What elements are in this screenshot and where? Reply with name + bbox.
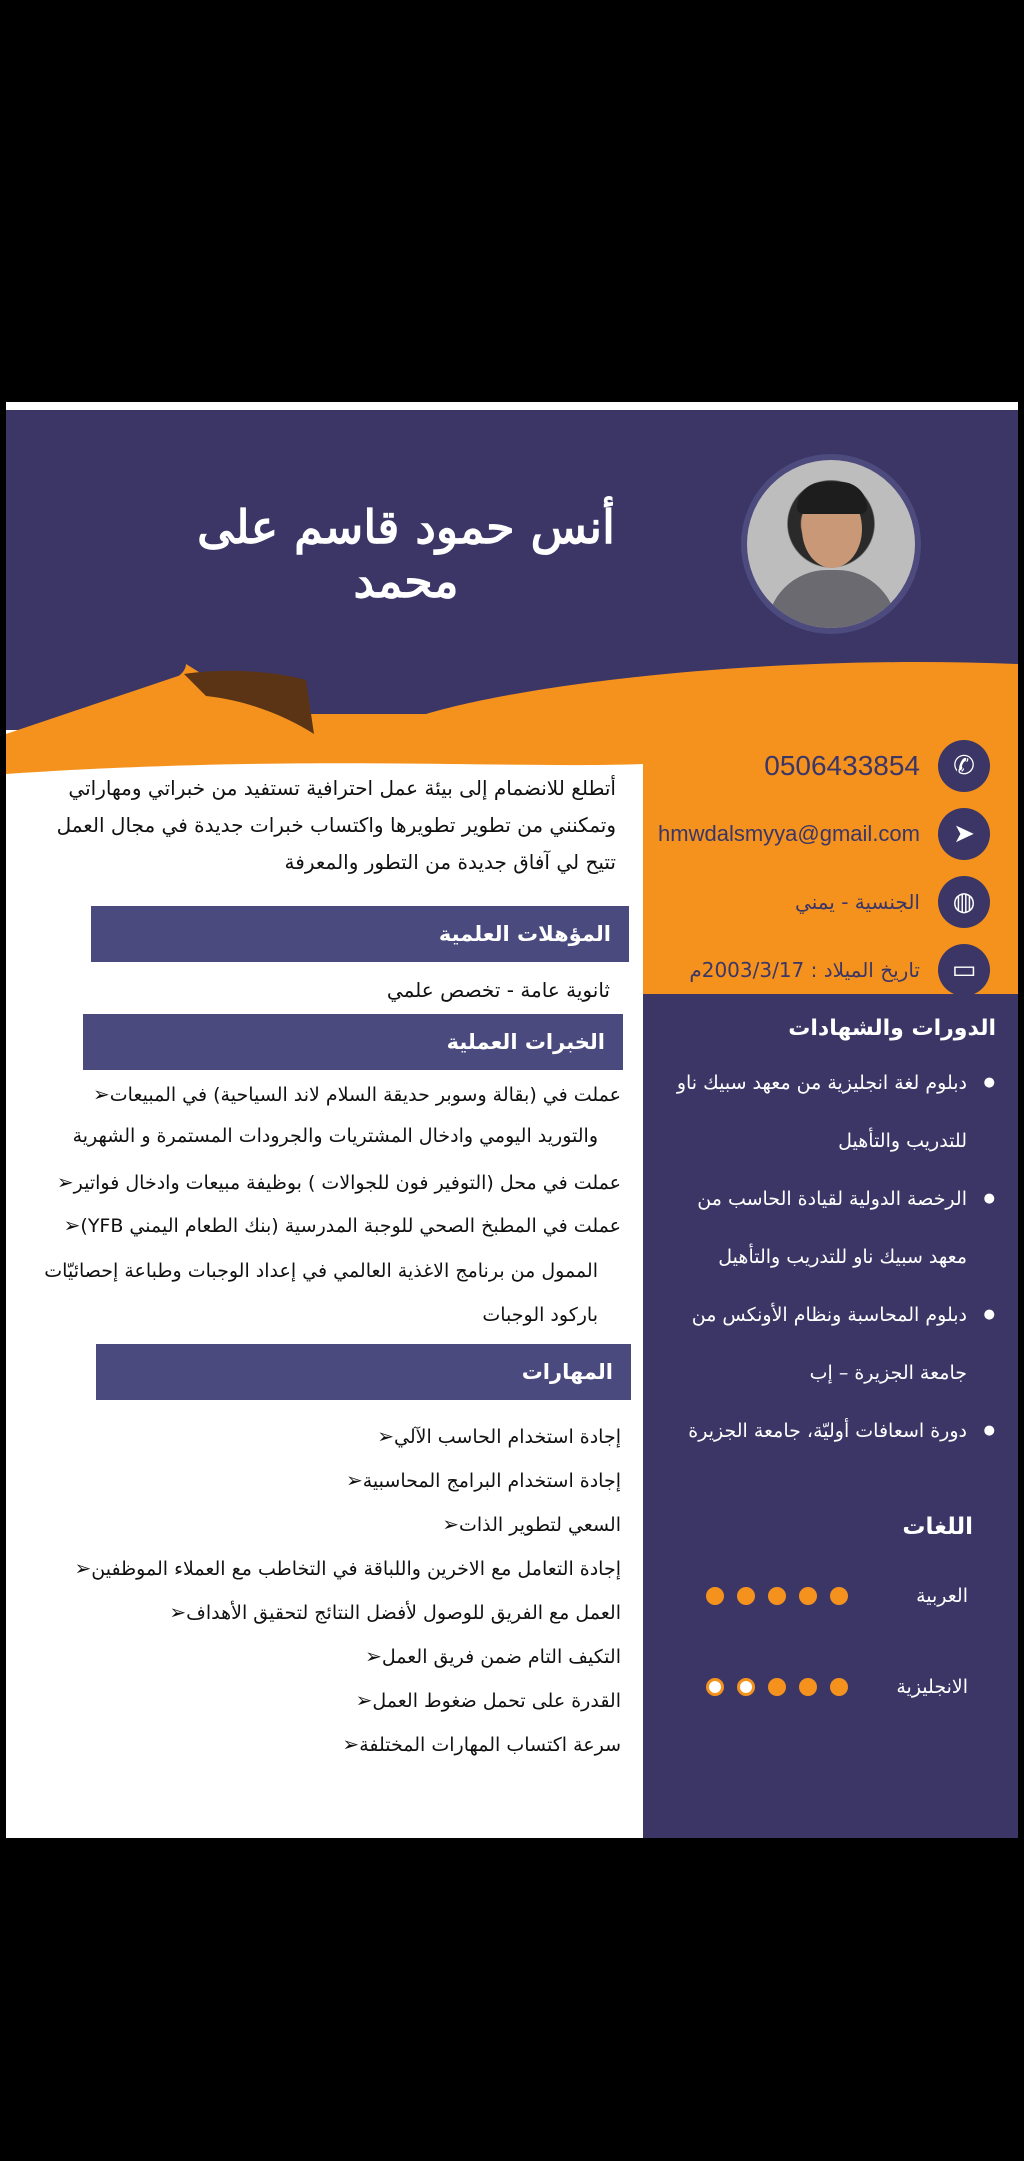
checkmark-icon: ➢	[63, 1213, 81, 1237]
courses-list	[656, 1054, 1011, 1460]
language-english	[706, 1676, 968, 1698]
experience-continuation: الممول من برنامج الاغذية العالمي في إعداد الوجبات وطباعة إحصائيّات	[44, 1260, 598, 1282]
level-dot	[799, 1587, 817, 1605]
language-name: العربية	[916, 1585, 968, 1607]
objective-line: تتيح لي آفاق جديدة من التطور والمعرفة	[284, 850, 616, 874]
skill-item: القدرة على تحمل ضغوط العمل➢	[355, 1688, 621, 1712]
skill-item: التكيف التام ضمن فريق العمل➢	[365, 1644, 621, 1668]
skill-item: إجادة التعامل مع الاخرين واللباقة في التخاطب مع العملاء الموظفين➢	[74, 1556, 621, 1580]
language-level	[706, 1587, 848, 1605]
level-dot	[737, 1587, 755, 1605]
checkmark-icon: ➢	[74, 1556, 92, 1580]
checkmark-icon: ➢	[442, 1512, 459, 1536]
skill-item: إجادة استخدام الحاسب الآلي➢	[377, 1424, 621, 1448]
checkmark-icon: ➢	[345, 1468, 363, 1492]
checkmark-icon: ➢	[93, 1082, 110, 1106]
level-dot	[706, 1678, 724, 1696]
skill-item: السعي لتطوير الذات➢	[442, 1512, 621, 1536]
qualification-item: ثانوية عامة - تخصص علمي	[386, 978, 610, 1002]
level-dot	[830, 1587, 848, 1605]
checkmark-icon: ➢	[169, 1600, 187, 1624]
phone-icon: ✆	[938, 740, 990, 792]
cv-page	[6, 404, 1018, 1838]
course-item: ● دبلوم لغة انجليزية من معهد سبيك ناو للتدريب والتأهيل	[656, 1054, 991, 1170]
nationality: الجنسية - يمني	[795, 890, 920, 914]
experience-continuation: باركود الوجبات	[482, 1304, 598, 1326]
language-level	[706, 1678, 848, 1696]
skills-heading: المهارات	[96, 1344, 631, 1400]
checkmark-icon: ➢	[56, 1170, 74, 1194]
send-icon: ➤	[938, 808, 990, 860]
course-item: ● دبلوم المحاسبة ونظام الأونكس من جامعة الجزيرة – إب	[656, 1286, 991, 1402]
level-dot	[830, 1678, 848, 1696]
objective-line: وتمكنني من تطوير تطويرها واكتساب خبرات جديدة في مجال العمل	[56, 813, 616, 837]
level-dot	[768, 1678, 786, 1696]
phone-row	[764, 738, 990, 794]
experience-item: عملت في (بقالة وسوبر حديقة السلام لاند السياحية) في المبيعات➢	[93, 1082, 621, 1106]
skill-item: العمل مع الفريق للوصول لأفضل النتائج لتحقيق الأهداف➢	[169, 1600, 621, 1624]
birthdate: تاريخ الميلاد : 2003/3/17م	[689, 958, 920, 982]
experience-item: عملت في المطبخ الصحي للوجبة المدرسية (بنك الطعام اليمني YFB)➢	[63, 1213, 621, 1237]
checkmark-icon: ➢	[365, 1644, 382, 1668]
email-row	[658, 806, 990, 862]
course-item: ● الرخصة الدولية لقيادة الحاسب من معهد سبيك ناو للتدريب والتأهيل	[656, 1170, 991, 1286]
checkmark-icon: ➢	[355, 1688, 373, 1712]
languages-heading: اللغات	[902, 1514, 973, 1540]
objective	[46, 770, 616, 881]
nationality-row	[795, 874, 990, 930]
email-address: hmwdalsmyya@gmail.com	[658, 821, 920, 846]
level-dot	[737, 1678, 755, 1696]
language-arabic	[706, 1585, 968, 1607]
level-dot	[799, 1678, 817, 1696]
level-dot	[706, 1587, 724, 1605]
candidate-name: أنس حمود قاسم على محمد	[197, 500, 615, 608]
calendar-icon: ▭	[938, 944, 990, 996]
phone-number: 0506433854	[764, 750, 920, 781]
qualifications-heading: المؤهلات العلمية	[91, 906, 629, 962]
experience-item: عملت في محل (التوفير فون للجوالات ) بوظيفة مبيعات وادخال فواتير➢	[56, 1170, 621, 1194]
skill-item: إجادة استخدام البرامج المحاسبية➢	[345, 1468, 621, 1492]
level-dot	[768, 1587, 786, 1605]
checkmark-icon: ➢	[342, 1732, 360, 1756]
courses-heading: الدورات والشهادات	[788, 1016, 996, 1041]
objective-line: أتطلع للانضمام إلى بيئة عمل احترافية تستفيد من خبراتي ومهاراتي	[68, 776, 616, 800]
language-name: الانجليزية	[896, 1676, 968, 1698]
profile-photo	[741, 454, 921, 634]
skill-item: سرعة اكتساب المهارات المختلفة➢	[342, 1732, 621, 1756]
checkmark-icon: ➢	[377, 1424, 394, 1448]
birthdate-row	[689, 942, 990, 998]
course-item: ● دورة اسعافات أوليّة، جامعة الجزيرة	[656, 1402, 991, 1460]
experience-heading: الخبرات العملية	[83, 1014, 623, 1070]
experience-continuation: والتوريد اليومي وادخال المشتريات والجرودات المستمرة و الشهرية	[72, 1125, 598, 1147]
globe-icon: ◍	[938, 876, 990, 928]
